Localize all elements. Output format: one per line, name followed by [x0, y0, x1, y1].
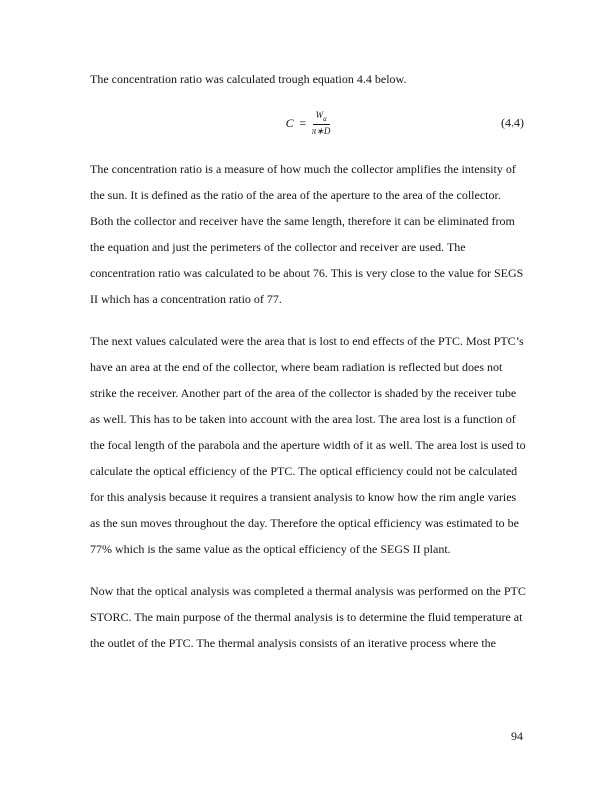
paragraph-concentration-ratio: The concentration ratio is a measure of how much the collector amplifies the intensity of the sun. It is defined as the ratio of the area of the aperture to the area of the collector. Both the collector and receiver have the same length, therefore it can be eliminated from the equation and just the perimeters of the collector and receiver are used. The concentration ratio was calculated to be about 76. This is very close to the value for SEGS II which has a concentration ratio of 77. [90, 162, 524, 306]
paragraph-area-lost: The next values calculated were the area that is lost to end effects of the PTC. Most PTC’s have an area at the end of the collector, where beam radiation is reflected but does not strike the receiver. Another part of the area of the collector is shaded by the receiver tube as well. This has to be taken into account with the area lost. The area lost is a function of the focal length of the parabola and the aperture width of it as well. The area lost is used to calculate the optical efficiency of the PTC. The optical efficiency could not be calculated for this analysis because it requires a transient analysis to know how the rim angle varies as the sun moves throughout the day. Therefore the optical efficiency was estimated to be 77% which is the same value as the optical efficiency of the SEGS II plant. [90, 334, 526, 556]
equation-equals-sign: = [298, 115, 307, 130]
intro-paragraph: The concentration ratio was calculated trough equation 4.4 below. [90, 72, 407, 86]
equation-lhs: C [285, 115, 294, 130]
equation-row [90, 104, 526, 142]
page-content [90, 66, 526, 672]
equation-numerator-subscript: a [323, 114, 327, 123]
page-number: 94 [511, 729, 523, 743]
equation-numerator [313, 110, 330, 125]
equation [286, 110, 331, 136]
equation-numerator-variable: W [315, 109, 324, 120]
equation-fraction [312, 110, 331, 136]
equation-number-label: (4.4) [501, 115, 524, 130]
paragraph-thermal-analysis: Now that the optical analysis was completed a thermal analysis was performed on the PTC STORC. The main purpose of the thermal analysis is to determine the fluid temperature at the outlet of the PTC. The thermal analysis consists of an iterative process where the [90, 584, 526, 650]
equation-denominator: π∗D [311, 125, 331, 136]
